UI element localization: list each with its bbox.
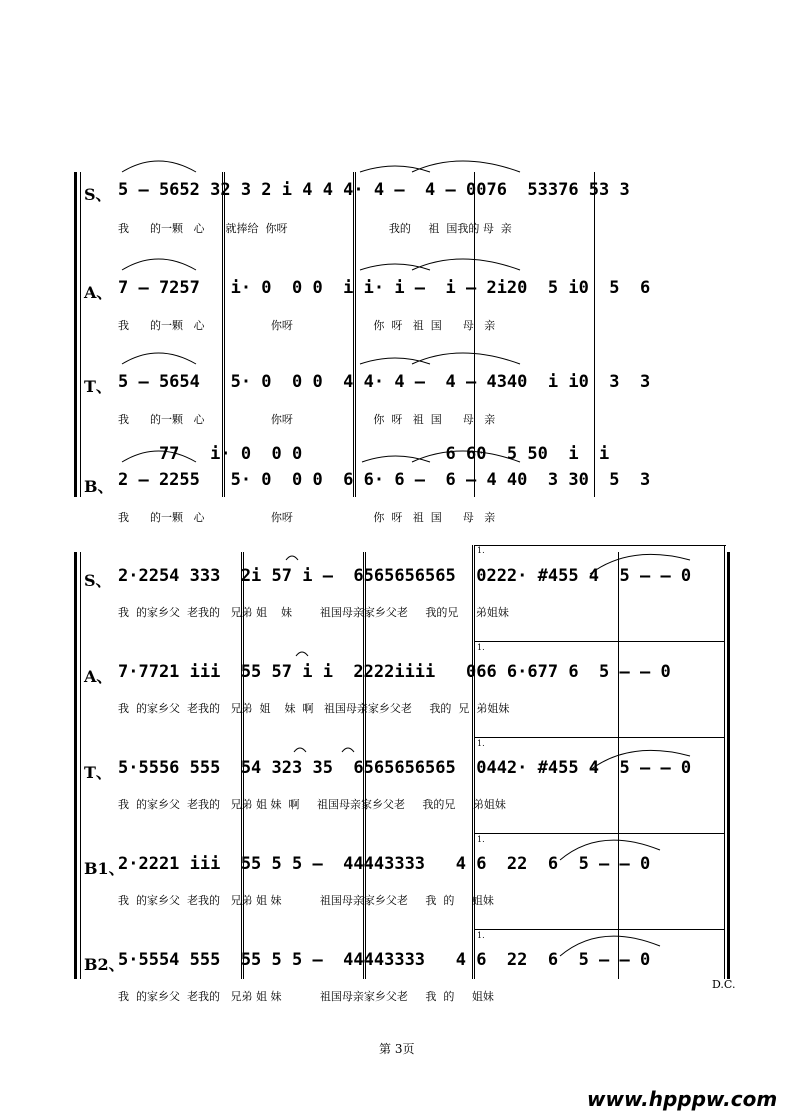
lyrics-bass1: 我 的家乡父 老我的 兄弟 姐 妹 祖国母亲家乡父老 我 的 姐妹: [118, 894, 494, 907]
notation-bass: 2 — 2255 5· 0 0 0 6 6· 6 — 6 — 4 40 3 30 5 3: [118, 470, 651, 490]
part-label-soprano: S、: [84, 571, 112, 590]
part-label-alto: A、: [84, 283, 113, 302]
notation-tenor: 5 — 5654 5· 0 0 0 4 4· 4 — 4 — 4340 i i0 3 3: [118, 372, 651, 392]
lyrics-alto: 我 的家乡父 老我的 兄弟 姐 妹 啊 祖国母亲家乡父老 我的 兄 弟姐妹: [118, 702, 510, 715]
lyrics-soprano: 我 的一颗 心 就捧给 你呀 我的 祖 国我的 母 亲: [118, 222, 512, 235]
part-label-bass1: B1、: [84, 859, 125, 878]
part-label-alto: A、: [84, 667, 113, 686]
volta-number: 1.: [477, 835, 485, 844]
volta-number: 1.: [477, 739, 485, 748]
lyrics-bass2: 我 的家乡父 老我的 兄弟 姐 妹 祖国母亲家乡父老 我 的 姐妹: [118, 990, 494, 1003]
notation-soprano: 2·2254 333 2i 57 i — 6565656565 0222· #455 4 5 — — 0: [118, 566, 692, 586]
notation-alto: 7·7721 iii 55 57 i i 2222iiii 066 6·677 6 5 — — 0: [118, 662, 671, 682]
watermark: www.hpppw.com: [587, 1087, 778, 1111]
lyrics-alto: 我 的一颗 心 你呀 你 呀 祖 国 母 亲: [118, 319, 496, 332]
lyrics-soprano: 我 的家乡父 老我的 兄弟 姐 妹 祖国母亲家乡父老 我的兄 弟姐妹: [118, 606, 509, 619]
lyrics-bass: 我 的一颗 心 你呀 你 呀 祖 国 母 亲: [118, 511, 496, 524]
lyrics-tenor: 我 的家乡父 老我的 兄弟 姐 妹 啊 祖国母亲家乡父老 我的兄 弟姐妹: [118, 798, 506, 811]
part-label-soprano: S、: [84, 185, 112, 204]
volta-number: 1.: [477, 643, 485, 652]
part-label-bass2: B2、: [84, 955, 125, 974]
da-capo-mark: D.C.: [712, 978, 736, 991]
notation-soprano: 5 — 5652 32 3 2 i 4 4 4· 4 — 4 — 0076 53376 53 3: [118, 180, 630, 200]
notation-bass1: 2·2221 iii 55 5 5 — 44443333 4 6 22 6 5 — — 0: [118, 854, 651, 874]
notation-bass-upper: 77 i· 0 0 0 6 60 5 50 i i: [118, 444, 610, 464]
page-number: 第 3页: [379, 1042, 415, 1056]
lyrics-tenor: 我 的一颗 心 你呀 你 呀 祖 国 母 亲: [118, 413, 496, 426]
part-label-bass: B、: [84, 477, 114, 496]
part-label-tenor: T、: [84, 763, 112, 782]
volta-number: 1.: [477, 546, 485, 555]
notation-bass2: 5·5554 555 55 5 5 — 44443333 4 6 22 6 5 — — 0: [118, 950, 651, 970]
volta-number: 1.: [477, 931, 485, 940]
part-label-tenor: T、: [84, 377, 112, 396]
notation-alto: 7 — 7257 i· 0 0 0 i i· i — i — 2i20 5 i0 5 6: [118, 278, 651, 298]
notation-tenor: 5·5556 555 54 323 35 6565656565 0442· #455 4 5 — — 0: [118, 758, 692, 778]
